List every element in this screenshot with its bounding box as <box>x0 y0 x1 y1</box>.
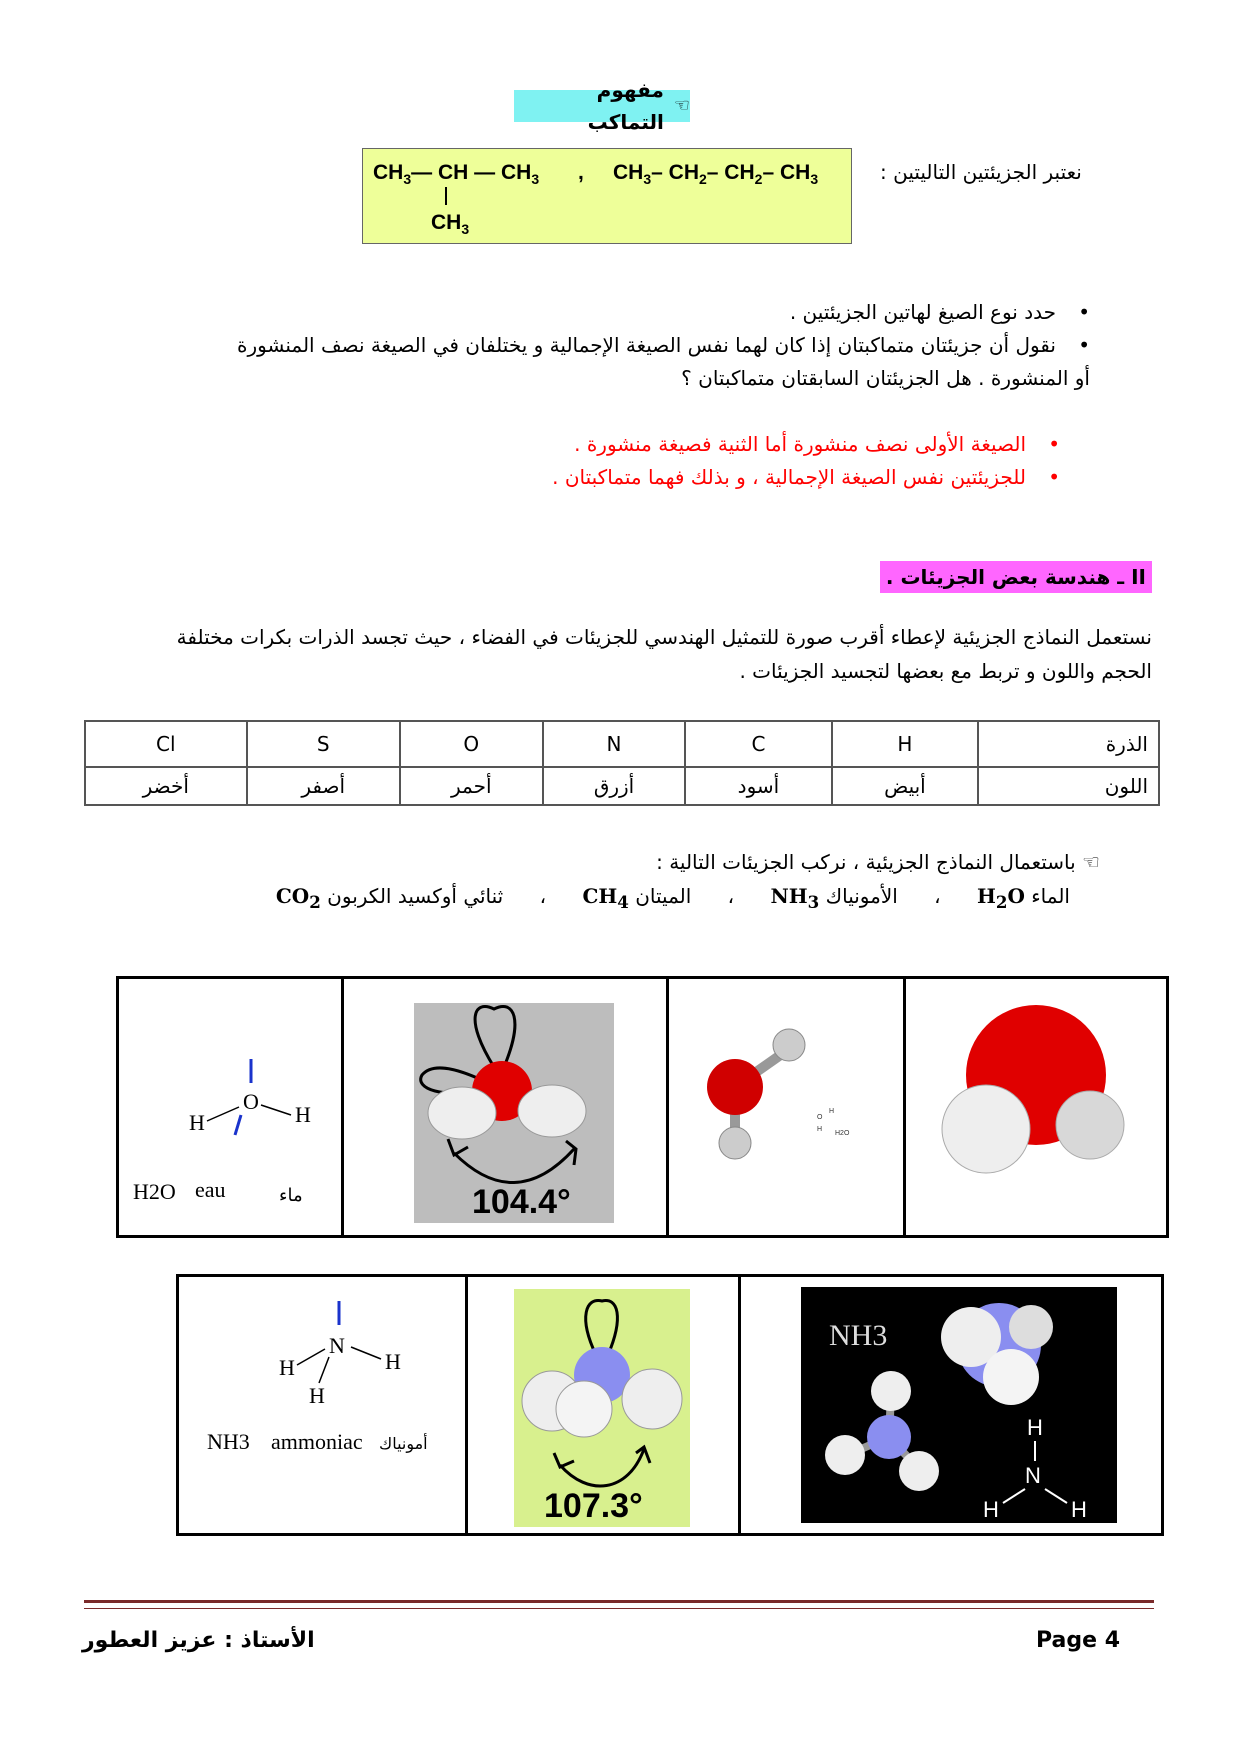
lewis-atom-bottom: H <box>309 1383 325 1408</box>
question-list <box>90 296 1090 395</box>
formula-box <box>362 148 852 244</box>
bullet-icon: • <box>1078 333 1090 357</box>
molecule-formula: $NH_3$ <box>770 884 820 912</box>
caption-arabic: أمونياك <box>379 1434 428 1453</box>
hydrogen-atom <box>428 1087 496 1139</box>
molecule-name: الميتان <box>635 884 692 908</box>
hydrogen-atom <box>719 1127 751 1159</box>
mini-label: H2O <box>835 1130 850 1137</box>
molecule-name: الأمونياك <box>825 884 898 908</box>
hydrogen-atom <box>983 1349 1039 1405</box>
hydrogen-atom <box>899 1451 939 1491</box>
answer-list <box>160 428 1060 494</box>
molecule-name: ثنائي أوكسيد الكربون <box>327 884 504 908</box>
hydrogen-atom <box>518 1085 586 1137</box>
lewis-atom-right: H <box>385 1349 401 1374</box>
table-cell: H <box>832 721 979 767</box>
pointing-hand-icon: ☜ <box>673 95 690 116</box>
title-text: مفهوم التماكب <box>587 78 664 134</box>
table-cell: N <box>543 721 686 767</box>
bond-line <box>261 1105 291 1115</box>
mini-label: O <box>817 1114 823 1121</box>
bond-line <box>351 1347 381 1359</box>
paragraph: نستعمل النماذج الجزيئية لإعطاء أقرب صورة للتمثيل الهندسي للجزيئات في الفضاء ، حيث تجسد الذرات بكرات مختلفة الحجم واللون و تربط مع بعضها لتجسيد الجزيئات . <box>176 625 1152 683</box>
table-cell: أخضر <box>85 767 247 805</box>
table-cell: أحمر <box>400 767 543 805</box>
hydrogen-atom <box>871 1371 911 1411</box>
table-cell: أصفر <box>247 767 400 805</box>
water-lewis-diagram <box>119 979 341 1231</box>
formula-separator: , <box>578 161 584 184</box>
hydrogen-atom <box>1009 1305 1053 1349</box>
struct-atom-right: H <box>1071 1497 1087 1522</box>
water-spacefill-model <box>906 979 1166 1231</box>
molecule-name: الماء <box>1031 884 1070 908</box>
water-lewis-cell <box>118 978 343 1237</box>
lewis-atom-left: H <box>279 1355 295 1380</box>
bond-line <box>297 1349 325 1365</box>
struct-atom-left: H <box>983 1497 999 1522</box>
ammonia-lewis-diagram <box>179 1277 465 1529</box>
hydrogen-atom <box>622 1369 682 1429</box>
caption-formula: NH3 <box>207 1429 250 1454</box>
footer-teacher: الأستاذ : عزيز العطور <box>82 1628 315 1653</box>
lewis-atom-center: O <box>243 1089 259 1114</box>
section-title <box>514 78 690 134</box>
table-cell: أبيض <box>832 767 979 805</box>
water-spacefill-cell <box>905 978 1168 1237</box>
answer-item: • للجزيئتين نفس الصيغة الإجمالية ، و بذلك فهما متماكبتان . <box>160 461 1060 494</box>
table-header-cell: اللون <box>978 767 1159 805</box>
table-cell: أزرق <box>543 767 686 805</box>
table-cell: C <box>685 721 831 767</box>
hydrogen-atom <box>825 1435 865 1475</box>
linear-formula: $CH_3-$ $CH_2-$ $CH_2-$ $CH_3$ <box>613 161 819 187</box>
molecule-formula: $CO_2$ <box>275 884 321 912</box>
caption-formula: H2O <box>133 1179 176 1204</box>
table-cell: O <box>400 721 543 767</box>
separator: ، <box>727 884 735 908</box>
separator: ، <box>934 884 941 908</box>
water-angle-cell <box>343 978 668 1237</box>
footer-page-number: Page 4 <box>1036 1628 1121 1653</box>
pointing-hand-icon: ☜ <box>1082 850 1100 874</box>
table-row <box>85 721 1159 767</box>
bond-line <box>319 1357 329 1383</box>
hydrogen-atom <box>773 1029 805 1061</box>
nitrogen-atom <box>867 1415 911 1459</box>
section-heading: II ـ هندسة بعض الجزيئات . <box>880 561 1152 593</box>
list-item-continuation: أو المنشورة . هل الجزيئتان السابقتان متماكبتان ؟ <box>681 366 1090 390</box>
formula-diagram <box>363 149 851 243</box>
caption-french: eau <box>195 1177 226 1202</box>
hydrogen-atom <box>942 1085 1030 1173</box>
separator: ، <box>539 884 547 908</box>
mini-label: H <box>817 1126 823 1133</box>
branched-formula-top: $CH_3—$ CH — $CH_3$ <box>373 161 540 187</box>
list-item: • حدد نوع الصيغ لهاتين الجزيئتين . <box>90 296 1090 329</box>
table-cell: S <box>247 721 400 767</box>
bullet-icon: • <box>1048 465 1060 489</box>
lone-pair-bar <box>235 1115 241 1135</box>
caption-arabic: ماء <box>279 1185 303 1206</box>
bond-line <box>207 1107 239 1121</box>
branched-formula-bottom: $CH_3$ <box>431 211 470 237</box>
intro-text: نعتبر الجزيئتين التاليتين : <box>880 160 1082 184</box>
hydrogen-atom <box>556 1381 612 1437</box>
lewis-atom-center: N <box>329 1333 345 1358</box>
lewis-atom-left: H <box>189 1110 205 1135</box>
water-ballstick-cell <box>668 978 905 1237</box>
oxygen-atom <box>707 1059 763 1115</box>
table-header-cell: الذرة <box>978 721 1159 767</box>
angle-label: 107.3° <box>544 1487 643 1525</box>
ammonia-model-table <box>176 1274 1164 1536</box>
molecule-formula: $H_2O$ <box>977 884 1025 912</box>
ammonia-3d-models <box>741 1277 1161 1529</box>
answer-item: • الصيغة الأولى نصف منشورة أما الثنية فصيغة منشورة . <box>160 428 1060 461</box>
bullet-icon: • <box>1048 432 1060 456</box>
lewis-atom-right: H <box>295 1102 311 1127</box>
model-label: NH3 <box>829 1319 888 1352</box>
water-angle-diagram <box>344 979 666 1231</box>
caption-french: ammoniac <box>271 1429 363 1454</box>
ammonia-angle-diagram <box>468 1277 738 1529</box>
angle-label: 104.4° <box>472 1183 571 1221</box>
struct-atom-top: H <box>1027 1415 1043 1440</box>
footer-rule <box>84 1600 1154 1603</box>
table-row <box>85 767 1159 805</box>
water-ballstick-model <box>669 979 903 1231</box>
table-cell: Cl <box>85 721 247 767</box>
water-model-table <box>116 976 1169 1238</box>
molecule-formula: $CH_4$ <box>582 884 629 912</box>
table-cell: أسود <box>685 767 831 805</box>
ammonia-lewis-cell <box>178 1276 467 1535</box>
ammonia-model-cell <box>740 1276 1163 1535</box>
struct-atom-center: N <box>1025 1463 1041 1488</box>
footer-rule-thin <box>84 1608 1154 1609</box>
ammonia-angle-cell <box>467 1276 740 1535</box>
hydrogen-atom <box>1056 1091 1124 1159</box>
list-item: • نقول أن جزيئتان متماكبتان إذا كان لهما نفس الصيغة الإجمالية و يختلفان في الصيغة نصف المنشورة <box>90 329 1090 362</box>
bullet-icon: • <box>1078 300 1090 324</box>
mini-label: H <box>829 1108 835 1115</box>
instruction-line: ☜ باستعمال النماذج الجزيئية ، نركب الجزيئات التالية : <box>656 850 1100 874</box>
molecule-list <box>276 884 1070 912</box>
atom-color-table <box>84 720 1160 806</box>
